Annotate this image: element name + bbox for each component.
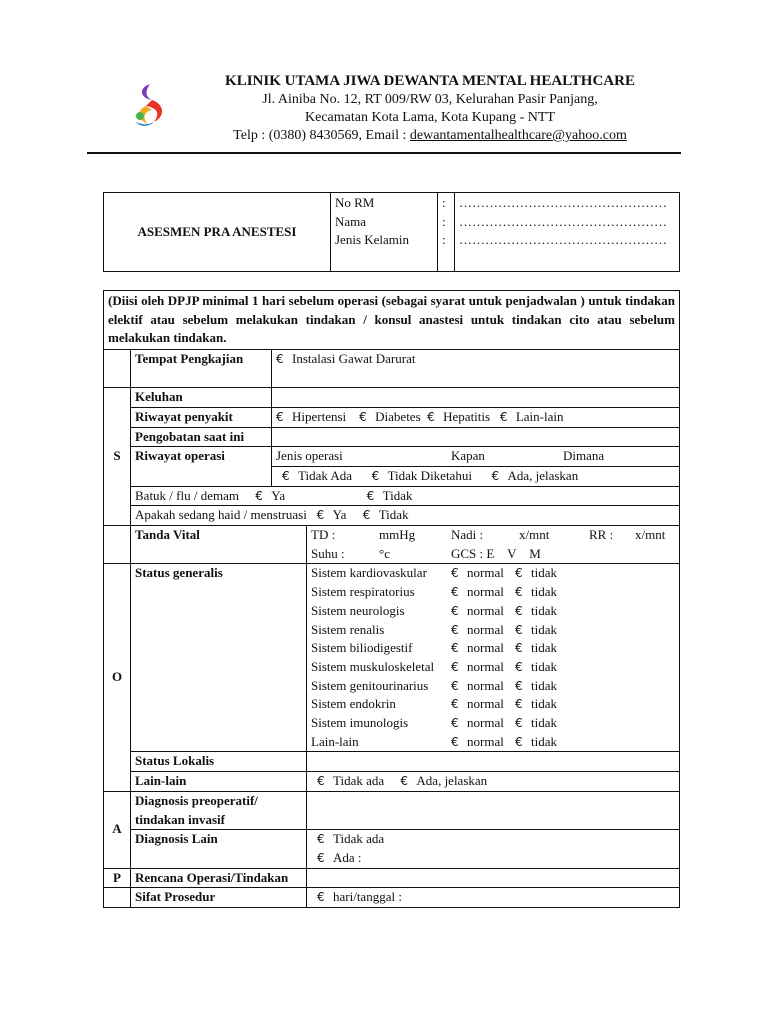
diag-pre-label: Diagnosis preoperatif/ tindakan invasif	[131, 791, 307, 829]
checkbox-icon[interactable]: €	[515, 716, 523, 731]
riwayat-operasi-label: Riwayat operasi	[131, 447, 272, 467]
checkbox-icon[interactable]: €	[362, 508, 371, 523]
checkbox-icon[interactable]: €	[317, 850, 325, 865]
batuk-ya: Ya	[271, 487, 286, 503]
checkbox-icon[interactable]: €	[515, 585, 523, 600]
clinic-logo	[130, 82, 174, 130]
normal-option: normal	[467, 658, 504, 674]
tidak-option: tidak	[531, 621, 557, 637]
checkbox-icon[interactable]: €	[451, 585, 459, 600]
section-o-letter: O	[104, 564, 131, 791]
riwayat-penyakit-label: Riwayat penyakit	[131, 407, 272, 427]
checkbox-icon[interactable]: €	[499, 409, 508, 424]
rencana-field[interactable]	[307, 868, 680, 888]
label-nama: Nama	[335, 213, 367, 229]
checkbox-icon[interactable]: €	[515, 641, 523, 656]
o-lain-lain-options	[307, 772, 680, 792]
tidak-option: tidak	[531, 584, 557, 600]
checkbox-icon[interactable]: €	[317, 890, 325, 905]
system-row	[311, 602, 675, 621]
system-name: Sistem endokrin	[311, 696, 396, 712]
col-jenis-operasi: Jenis operasi	[276, 448, 343, 464]
clinic-name: KLINIK UTAMA JIWA DEWANTA MENTAL HEALTHCARE	[225, 73, 635, 89]
status-generalis-label: Status generalis	[131, 564, 307, 752]
patient-id-box	[103, 192, 680, 272]
rr-unit: x/mnt	[635, 527, 666, 543]
opt-diabetes: Diabetes	[375, 408, 421, 424]
opt-tidak-diketahui: Tidak Diketahui	[387, 467, 472, 483]
checkbox-icon[interactable]: €	[316, 508, 325, 523]
normal-option: normal	[467, 584, 504, 600]
checkbox-icon[interactable]: €	[317, 774, 325, 789]
checkbox-icon[interactable]: €	[451, 716, 459, 731]
colon: :	[442, 213, 446, 229]
suhu-unit: °c	[379, 545, 390, 561]
o-lain-lain-label: Lain-lain	[131, 772, 307, 792]
opt-tidak-ada: Tidak Ada	[298, 467, 353, 483]
batuk-tidak: Tidak	[382, 487, 413, 503]
section-p-letter: P	[104, 868, 131, 888]
colon: :	[442, 195, 446, 210]
id-values	[455, 193, 680, 272]
checkbox-icon[interactable]: €	[451, 697, 459, 712]
system-row	[311, 714, 675, 733]
normal-option: normal	[467, 715, 504, 731]
tanda-vital-label: Tanda Vital	[131, 526, 307, 564]
opt-ada-jelaskan: Ada, jelaskan	[507, 467, 579, 483]
batuk-label: Batuk / flu / demam	[135, 487, 239, 503]
normal-option: normal	[467, 640, 504, 656]
blank-cell	[104, 526, 131, 564]
sifat-value	[307, 888, 680, 908]
label-no-rm: No RM	[335, 195, 375, 210]
assessment-table	[103, 290, 680, 908]
blank-cell	[131, 466, 272, 486]
tanda-vital-values	[307, 526, 680, 564]
haid-ya: Ya	[332, 507, 347, 523]
tidak-option: tidak	[531, 696, 557, 712]
tidak-option: tidak	[531, 640, 557, 656]
checkbox-icon[interactable]: €	[515, 603, 523, 618]
opt-ada-jelaskan: Ada, jelaskan	[416, 773, 488, 789]
status-lokalis-field[interactable]	[307, 752, 680, 772]
system-row	[311, 621, 675, 640]
diag-pre-field[interactable]	[307, 791, 680, 829]
opt-hipertensi: Hipertensi	[292, 408, 347, 424]
no-rm-field[interactable]: …………………………………………	[459, 195, 667, 210]
blank-cell	[104, 888, 131, 908]
nadi-unit: x/mnt	[519, 527, 550, 543]
checkbox-icon[interactable]: €	[400, 774, 409, 789]
gcs-label: GCS : E V M	[451, 545, 541, 561]
opt-ada: Ada :	[333, 849, 362, 865]
normal-option: normal	[467, 565, 504, 581]
opt-lain-lain: Lain-lain	[515, 408, 564, 424]
normal-option: normal	[467, 677, 504, 693]
rr-label: RR :	[589, 527, 614, 543]
normal-option: normal	[467, 696, 504, 712]
pengobatan-label: Pengobatan saat ini	[131, 427, 272, 447]
system-row	[311, 639, 675, 658]
tempat-value-text: Instalasi Gawat Darurat	[292, 351, 416, 367]
tidak-option: tidak	[531, 658, 557, 674]
system-row	[311, 695, 675, 714]
system-row	[311, 677, 675, 696]
col-dimana: Dimana	[563, 448, 605, 464]
system-name: Sistem renalis	[311, 621, 385, 637]
sifat-label: Sifat Prosedur	[131, 888, 307, 908]
normal-option: normal	[467, 602, 504, 618]
keluhan-field[interactable]	[272, 388, 680, 408]
col-kapan: Kapan	[451, 448, 485, 464]
checkbox-icon[interactable]: €	[451, 734, 459, 749]
tempat-value[interactable]	[272, 350, 680, 388]
system-name: Sistem respiratorius	[311, 584, 415, 600]
id-labels	[331, 193, 438, 272]
address-line-2: Kecamatan Kota Lama, Kota Kupang - NTT	[305, 110, 555, 125]
riwayat-penyakit-options	[272, 407, 680, 427]
system-name: Lain-lain	[311, 733, 359, 749]
status-lokalis-label: Status Lokalis	[131, 752, 307, 772]
opt-tidak-ada: Tidak ada	[333, 831, 385, 847]
tidak-option: tidak	[531, 715, 557, 731]
nama-field[interactable]: …………………………………………	[459, 213, 667, 229]
system-name: Sistem muskuloskeletal	[311, 658, 435, 674]
checkbox-icon[interactable]: €	[451, 641, 459, 656]
checkbox-icon[interactable]: €	[451, 678, 459, 693]
diag-lain-options	[307, 830, 680, 868]
checkbox-icon[interactable]: €	[515, 566, 523, 581]
checkbox-icon[interactable]: €	[282, 468, 290, 483]
checkbox-icon[interactable]: €	[276, 352, 284, 367]
tidak-option: tidak	[531, 677, 557, 693]
pengobatan-field[interactable]	[272, 427, 680, 447]
contact-line	[180, 127, 680, 145]
normal-option: normal	[467, 621, 504, 637]
checkbox-icon[interactable]: €	[317, 832, 325, 847]
colon: :	[442, 232, 446, 248]
checkbox-icon[interactable]: €	[359, 409, 367, 424]
tidak-option: tidak	[531, 602, 557, 618]
batuk-row	[131, 486, 680, 506]
checkbox-icon[interactable]: €	[491, 468, 500, 483]
normal-option: normal	[467, 733, 504, 749]
haid-row	[131, 506, 680, 526]
system-row	[311, 658, 675, 677]
tempat-label: Tempat Pengkajian	[131, 350, 272, 388]
checkbox-icon[interactable]: €	[451, 603, 459, 618]
form-title: ASESMEN PRA ANESTESI	[104, 193, 331, 272]
checkbox-icon[interactable]: €	[451, 659, 459, 674]
checkbox-icon[interactable]: €	[515, 622, 523, 637]
checkbox-icon[interactable]: €	[427, 409, 435, 424]
checkbox-icon[interactable]: €	[371, 468, 380, 483]
jenis-kelamin-field[interactable]: …………………………………………	[459, 232, 667, 248]
sifat-value-text: hari/tanggal :	[333, 889, 402, 905]
address-line-1: Jl. Ainiba No. 12, RT 009/RW 03, Kelurahan Pasir Panjang,	[262, 92, 598, 107]
checkbox-icon[interactable]: €	[515, 678, 523, 693]
checkbox-icon[interactable]: €	[276, 409, 284, 424]
system-row	[311, 733, 675, 752]
checkbox-icon[interactable]: €	[366, 488, 375, 503]
system-name: Sistem imunologis	[311, 715, 409, 731]
diag-lain-label: Diagnosis Lain	[131, 830, 307, 868]
system-name: Sistem biliodigestif	[311, 640, 413, 656]
tidak-option: tidak	[531, 565, 557, 581]
system-row	[311, 564, 675, 583]
opt-hepatitis: Hepatitis	[443, 408, 491, 424]
opt-tidak-ada: Tidak ada	[333, 773, 385, 789]
systems-list	[307, 564, 680, 752]
checkbox-icon[interactable]: €	[451, 622, 459, 637]
checkbox-icon[interactable]: €	[255, 488, 263, 503]
mmhg-unit: mmHg	[379, 527, 416, 543]
label-jenis-kelamin: Jenis Kelamin	[335, 232, 410, 248]
instruction-text: (Diisi oleh DPJP minimal 1 hari sebelum operasi (sebagai syarat untuk penjadwalan ) untuk tindakan elektif atau sebelum melakukan tindakan / konsul anastesi untuk tindakan cito atau sebelum melakukan tindakan.	[104, 291, 680, 350]
tidak-option: tidak	[531, 733, 557, 749]
contact-phone: Telp : (0380) 8430569, Email :	[233, 128, 410, 143]
operasi-columns	[272, 447, 680, 467]
haid-label: Apakah sedang haid / menstruasi	[135, 507, 307, 523]
blank-cell	[104, 350, 131, 388]
checkbox-icon[interactable]: €	[515, 734, 523, 749]
checkbox-icon[interactable]: €	[515, 697, 523, 712]
haid-tidak: Tidak	[378, 507, 409, 523]
td-label: TD :	[311, 527, 336, 543]
system-row	[311, 583, 675, 602]
rencana-label: Rencana Operasi/Tindakan	[131, 868, 307, 888]
id-colons	[438, 193, 455, 272]
suhu-label: Suhu :	[311, 545, 345, 561]
nadi-label: Nadi :	[451, 527, 484, 543]
checkbox-icon[interactable]: €	[515, 659, 523, 674]
system-name: Sistem genitourinarius	[311, 677, 429, 693]
operasi-options	[272, 466, 680, 486]
system-name: Sistem neurologis	[311, 602, 405, 618]
header-divider	[87, 152, 681, 154]
checkbox-icon[interactable]: €	[451, 566, 459, 581]
system-name: Sistem kardiovaskular	[311, 565, 427, 581]
section-s-letter: S	[104, 388, 131, 526]
section-a-letter: A	[104, 791, 131, 868]
contact-email: dewantamentalhealthcare@yahoo.com	[409, 128, 627, 143]
keluhan-label: Keluhan	[131, 388, 272, 408]
